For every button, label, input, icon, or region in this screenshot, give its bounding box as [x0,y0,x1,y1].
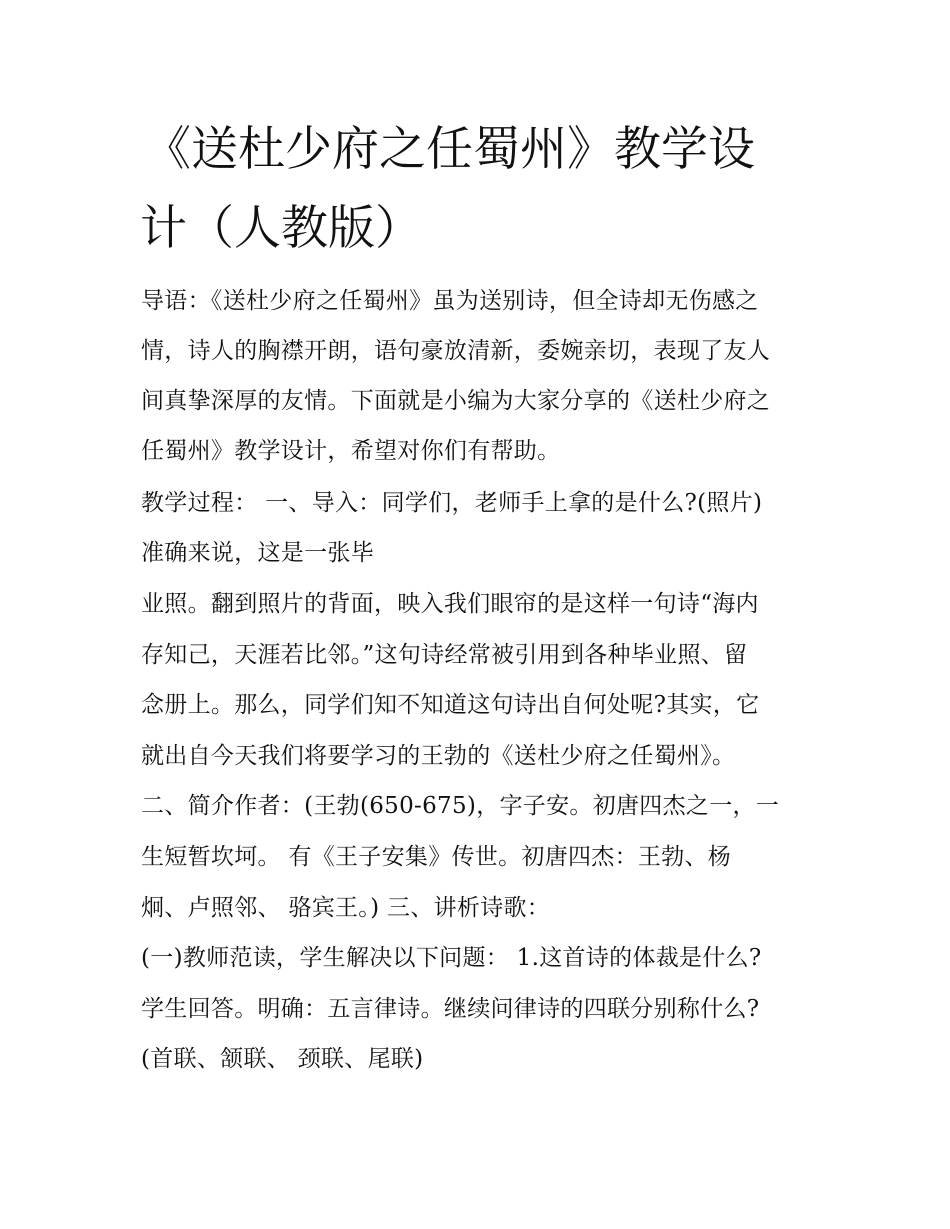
body-line: 就出自今天我们将要学习的王勃的《送杜少府之任蜀州》。 [141,743,736,769]
document-title-line-2: 计（人教版） [140,201,422,256]
document-title-line-1: 《送杜少府之任蜀州》教学设 [144,122,755,177]
body-line: 学生回答。明确：五言律诗。继续问律诗的四联分别称什么? [141,996,760,1022]
body-line: 念册上。那么，同学们知不知道这句诗出自何处呢?其实，它 [141,692,760,718]
body-line: 任蜀州》教学设计，希望对你们有帮助。 [141,438,561,464]
body-line: 生短暂坎坷。 有《王子安集》传世。初唐四杰：王勃、杨 [141,844,732,870]
body-line: 教学过程： 一、导入：同学们，老师手上拿的是什么?(照片) [141,490,763,516]
body-line: 导语：《送杜少府之任蜀州》虽为送别诗，但全诗却无伤感之 [141,288,759,314]
body-line: (首联、颔联、 颈联、尾联) [141,1046,424,1072]
body-line: 准确来说，这是一张毕 [141,540,374,566]
body-line: 炯、卢照邻、 骆宾王。) 三、讲析诗歌： [141,895,551,921]
body-line: 间真挚深厚的友情。下面就是小编为大家分享的《送杜少府之 [141,388,771,414]
body-line: 业照。翻到照片的背面，映入我们眼帘的是这样一句诗“海内 [141,591,759,617]
body-line: 存知己，天涯若比邻。”这句诗经常被引用到各种毕业照、留 [141,642,748,668]
body-line: 二、简介作者：(王勃(650-675)，字子安。初唐四杰之一，一 [141,793,780,819]
body-line: 情，诗人的胸襟开朗，语句豪放清新，委婉亲切，表现了友人 [141,338,771,364]
body-line: (一)教师范读，学生解决以下问题： 1.这首诗的体裁是什么? [141,945,762,971]
